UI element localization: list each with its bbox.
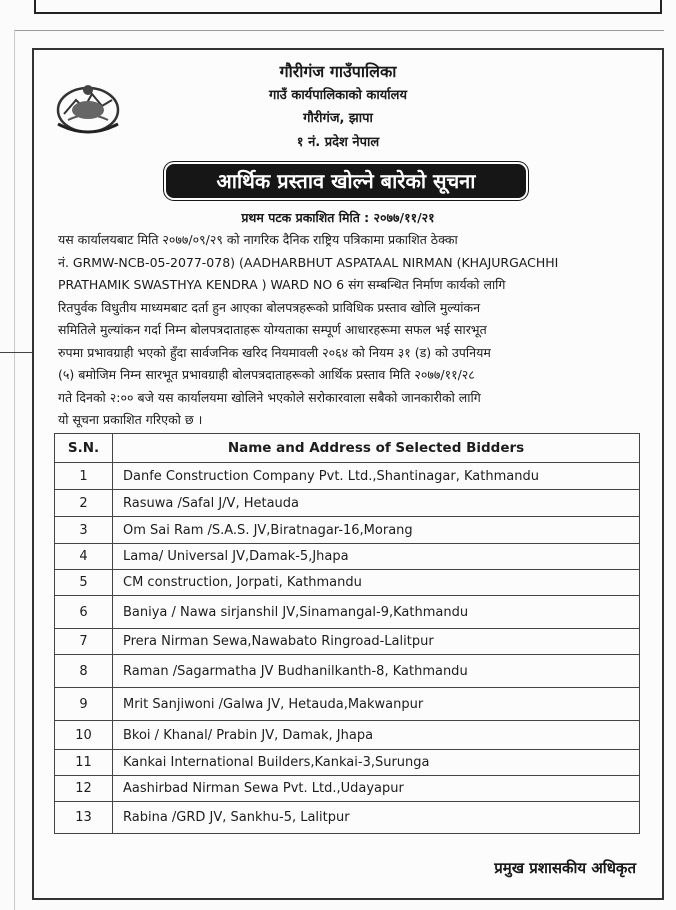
table-header-row [55,434,640,463]
row-sn: 3 [55,517,113,544]
bidder-name: Baniya / Nawa sirjanshil JV,Sinamangal-9,Kathmandu [113,596,640,629]
previous-notice-box [34,0,662,14]
body-line: रितपुर्वक विधुतीय माध्यमबाट दर्ता हुन आएका बोलपत्रहरूको प्राविधिक प्रस्ताव खोलि मुल्यांकन [58,299,481,315]
margin-tick [0,352,32,353]
table-row [55,776,640,802]
body-line: समितिले मुल्यांकन गर्दा निम्न बोलपत्रदाताहरू योग्यताका सम्पूर्ण आधारहरूमा सफल भई सारभूत [58,322,487,337]
row-sn: 13 [55,802,113,834]
notice-body [58,229,644,432]
bidder-name: Lama/ Universal JV,Damak-5,Jhapa [113,544,640,570]
table-row [55,688,640,721]
office-location: गौरीगंज, झापा [303,111,373,126]
table-row [55,517,640,544]
table-row [55,655,640,688]
bidder-name: Rasuwa /Safal J/V, Hetauda [113,490,640,517]
signature-designation: प्रमुख प्रशासकीय अधिकृत [494,859,636,877]
bidder-name: Mrit Sanjiwoni /Galwa JV, Hetauda,Makwanpur [113,688,640,721]
body-line: रुपमा प्रभावग्राही भएको हुँदा सार्वजनिक खरिद नियमावली २०६४ को नियम ३१ (ड) को उपनियम [58,344,491,360]
bidder-name: Raman /Sagarmatha JV Budhanilkanth-8, Kathmandu [113,655,640,688]
row-sn: 7 [55,629,113,655]
bidder-name: Bkoi / Khanal/ Prabin JV, Damak, Jhapa [113,721,640,750]
bidder-name: Prera Nirman Sewa,Nawabato Ringroad-Lalitpur [113,629,640,655]
row-sn: 5 [55,570,113,596]
name-column-header: Name and Address of Selected Bidders [113,434,640,463]
bidder-name: Aashirbad Nirman Sewa Pvt. Ltd.,Udayapur [113,776,640,802]
body-line: यस कार्यालयबाट मिति २०७७/०९/२९ को नागरिक दैनिक राष्ट्रिय पत्रिकामा प्रकाशित ठेक्का [58,232,458,247]
row-sn: 4 [55,544,113,570]
body-line: नं. GRMW-NCB-05-2077-078) (AADHARBHUT ASPATAAL NIRMAN (KHAJURGACHHI [58,254,559,270]
first-published-date: प्रथम पटक प्रकाशित मिति : २०७७/११/२१ [241,210,435,225]
notice-title: आर्थिक प्रस्ताव खोल्ने बारेको सूचना [166,164,526,198]
table-row [55,721,640,750]
office-name: गाउँ कार्यपालिकाको कार्यालय [269,88,407,103]
table-row [55,544,640,570]
org-name: गौरीगंज गाउँपालिका [279,62,397,81]
row-sn: 11 [55,750,113,776]
bidder-name: Danfe Construction Company Pvt. Ltd.,Shantinagar, Kathmandu [113,463,640,490]
bidder-name: Om Sai Ram /S.A.S. JV,Biratnagar-16,Morang [113,517,640,544]
body-line: यो सूचना प्रकाशित गरिएको छ । [58,412,203,427]
table-row [55,596,640,629]
bidders-table [54,433,640,834]
body-line: (५) बमोजिम निम्न सारभूत प्रभावग्राही बोलपत्रदाताहरूको आर्थिक प्रस्ताव मिति २०७७/११/२८ [58,367,475,382]
row-sn: 2 [55,490,113,517]
row-sn: 8 [55,655,113,688]
page-divider [14,30,664,31]
province-name: १ नं. प्रदेश नेपाल [296,135,380,150]
body-line: गते दिनको २:०० बजे यस कार्यालयमा खोलिने भएकोले सरोकारवाला सबैको जानकारीको लागि [58,389,481,405]
sn-column-header: S.N. [55,434,113,463]
row-sn: 1 [55,463,113,490]
bidder-name: Kankai International Builders,Kankai-3,Surunga [113,750,640,776]
table-row [55,629,640,655]
bidder-name: Rabina /GRD JV, Sankhu-5, Lalitpur [113,802,640,834]
table-row [55,463,640,490]
table-row [55,750,640,776]
body-line: PRATHAMIK SWASTHYA KENDRA ) WARD NO 6 संग सम्बन्धित निर्माण कार्यको लागि [58,277,506,292]
table-row [55,570,640,596]
table-row [55,490,640,517]
row-sn: 9 [55,688,113,721]
table-row [55,802,640,834]
row-sn: 12 [55,776,113,802]
bidder-name: CM construction, Jorpati, Kathmandu [113,570,640,596]
row-sn: 6 [55,596,113,629]
row-sn: 10 [55,721,113,750]
margin-line [14,30,15,910]
